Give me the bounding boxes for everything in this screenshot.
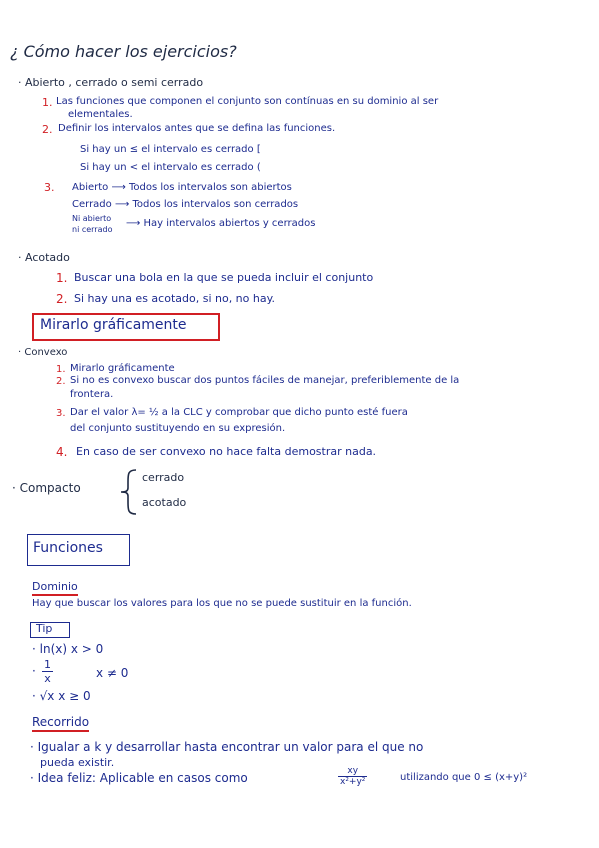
item-text: elementales. xyxy=(68,109,133,120)
item-text: En caso de ser convexo no hace falta demostrar nada. xyxy=(76,445,377,458)
fraction-xy xyxy=(338,766,367,787)
item-text: Si hay una es acotado, si no, no hay. xyxy=(74,292,276,305)
boxed-note: Mirarlo gráficamente xyxy=(40,317,187,333)
item-text: Si no es convexo buscar dos puntos fáciles de manejar, preferiblemente de la xyxy=(70,375,460,386)
tip-item: · ln(x) x > 0 xyxy=(32,642,104,656)
item-number: 2. xyxy=(56,292,68,306)
tip-label: Tip xyxy=(36,622,53,635)
section-heading-bounded: · Acotado xyxy=(18,251,70,264)
tip-item: x ≠ 0 xyxy=(96,666,129,680)
subheading-domain xyxy=(32,581,78,592)
section-heading-compact: · Compacto xyxy=(12,481,81,495)
item-number: 1. xyxy=(42,96,53,109)
item-text: ni cerrado xyxy=(72,225,113,234)
rule-text: Si hay un ≤ el intervalo es cerrado [ xyxy=(80,144,261,155)
item-text: Mirarlo gráficamente xyxy=(70,363,175,374)
item-text: Cerrado ⟶ Todos los intervalos son cerrados xyxy=(72,199,299,210)
fraction-one-over-x xyxy=(42,658,53,685)
compact-condition: acotado xyxy=(142,496,187,509)
page-title: ¿ Cómo hacer los ejercicios? xyxy=(10,42,237,61)
item-number: 4. xyxy=(56,445,68,459)
item-text: del conjunto sustituyendo en su expresión. xyxy=(70,423,286,434)
section-heading-functions: Funciones xyxy=(33,540,103,556)
domain-text: Hay que buscar los valores para los que no se puede sustituir en la función. xyxy=(32,598,412,609)
range-item: utilizando que 0 ≤ (x+y)² xyxy=(400,772,528,783)
item-text: frontera. xyxy=(70,389,114,400)
range-item: · Idea feliz: Aplicable en casos como xyxy=(30,771,248,785)
section-heading-convex: · Convexo xyxy=(18,347,68,358)
item-number: 2. xyxy=(42,123,53,136)
fraction-denominator: x xyxy=(44,672,51,685)
item-number: 1. xyxy=(56,364,66,375)
item-text: Las funciones que componen el conjunto son contínuas en su dominio al ser xyxy=(56,96,439,107)
section-heading-open-closed: · Abierto , cerrado o semi cerrado xyxy=(18,76,204,89)
fraction-numerator: 1 xyxy=(44,658,51,671)
subheading-range xyxy=(32,716,89,728)
item-text: Definir los intervalos antes que se defina las funciones. xyxy=(58,123,336,134)
item-text: Buscar una bola en la que se pueda incluir el conjunto xyxy=(74,271,374,284)
domain-label: Dominio xyxy=(32,580,78,596)
item-text: Abierto ⟶ Todos los intervalos son abiertos xyxy=(72,182,292,193)
rule-text: Si hay un < el intervalo es cerrado ( xyxy=(80,162,261,173)
item-number: 1. xyxy=(56,271,68,285)
item-text: Ni abierto xyxy=(72,214,112,223)
item-number: 2. xyxy=(56,376,66,387)
tip-item: · √x x ≥ 0 xyxy=(32,689,91,703)
fraction-numerator: xy xyxy=(338,766,367,777)
tip-bullet: · xyxy=(32,664,36,678)
range-item: pueda existir. xyxy=(40,756,115,769)
range-label: Recorrido xyxy=(32,715,89,732)
fraction-denominator: x²+y² xyxy=(340,777,366,787)
range-item: · Igualar a k y desarrollar hasta encontrar un valor para el que no xyxy=(30,740,424,754)
item-text: Dar el valor λ= ½ a la CLC y comprobar que dicho punto esté fuera xyxy=(70,407,408,418)
curly-brace-icon xyxy=(118,468,140,516)
compact-condition: cerrado xyxy=(142,471,185,484)
item-number: 3. xyxy=(56,408,66,419)
item-number: 3. xyxy=(44,181,55,194)
item-text: ⟶ Hay intervalos abiertos y cerrados xyxy=(126,218,316,229)
